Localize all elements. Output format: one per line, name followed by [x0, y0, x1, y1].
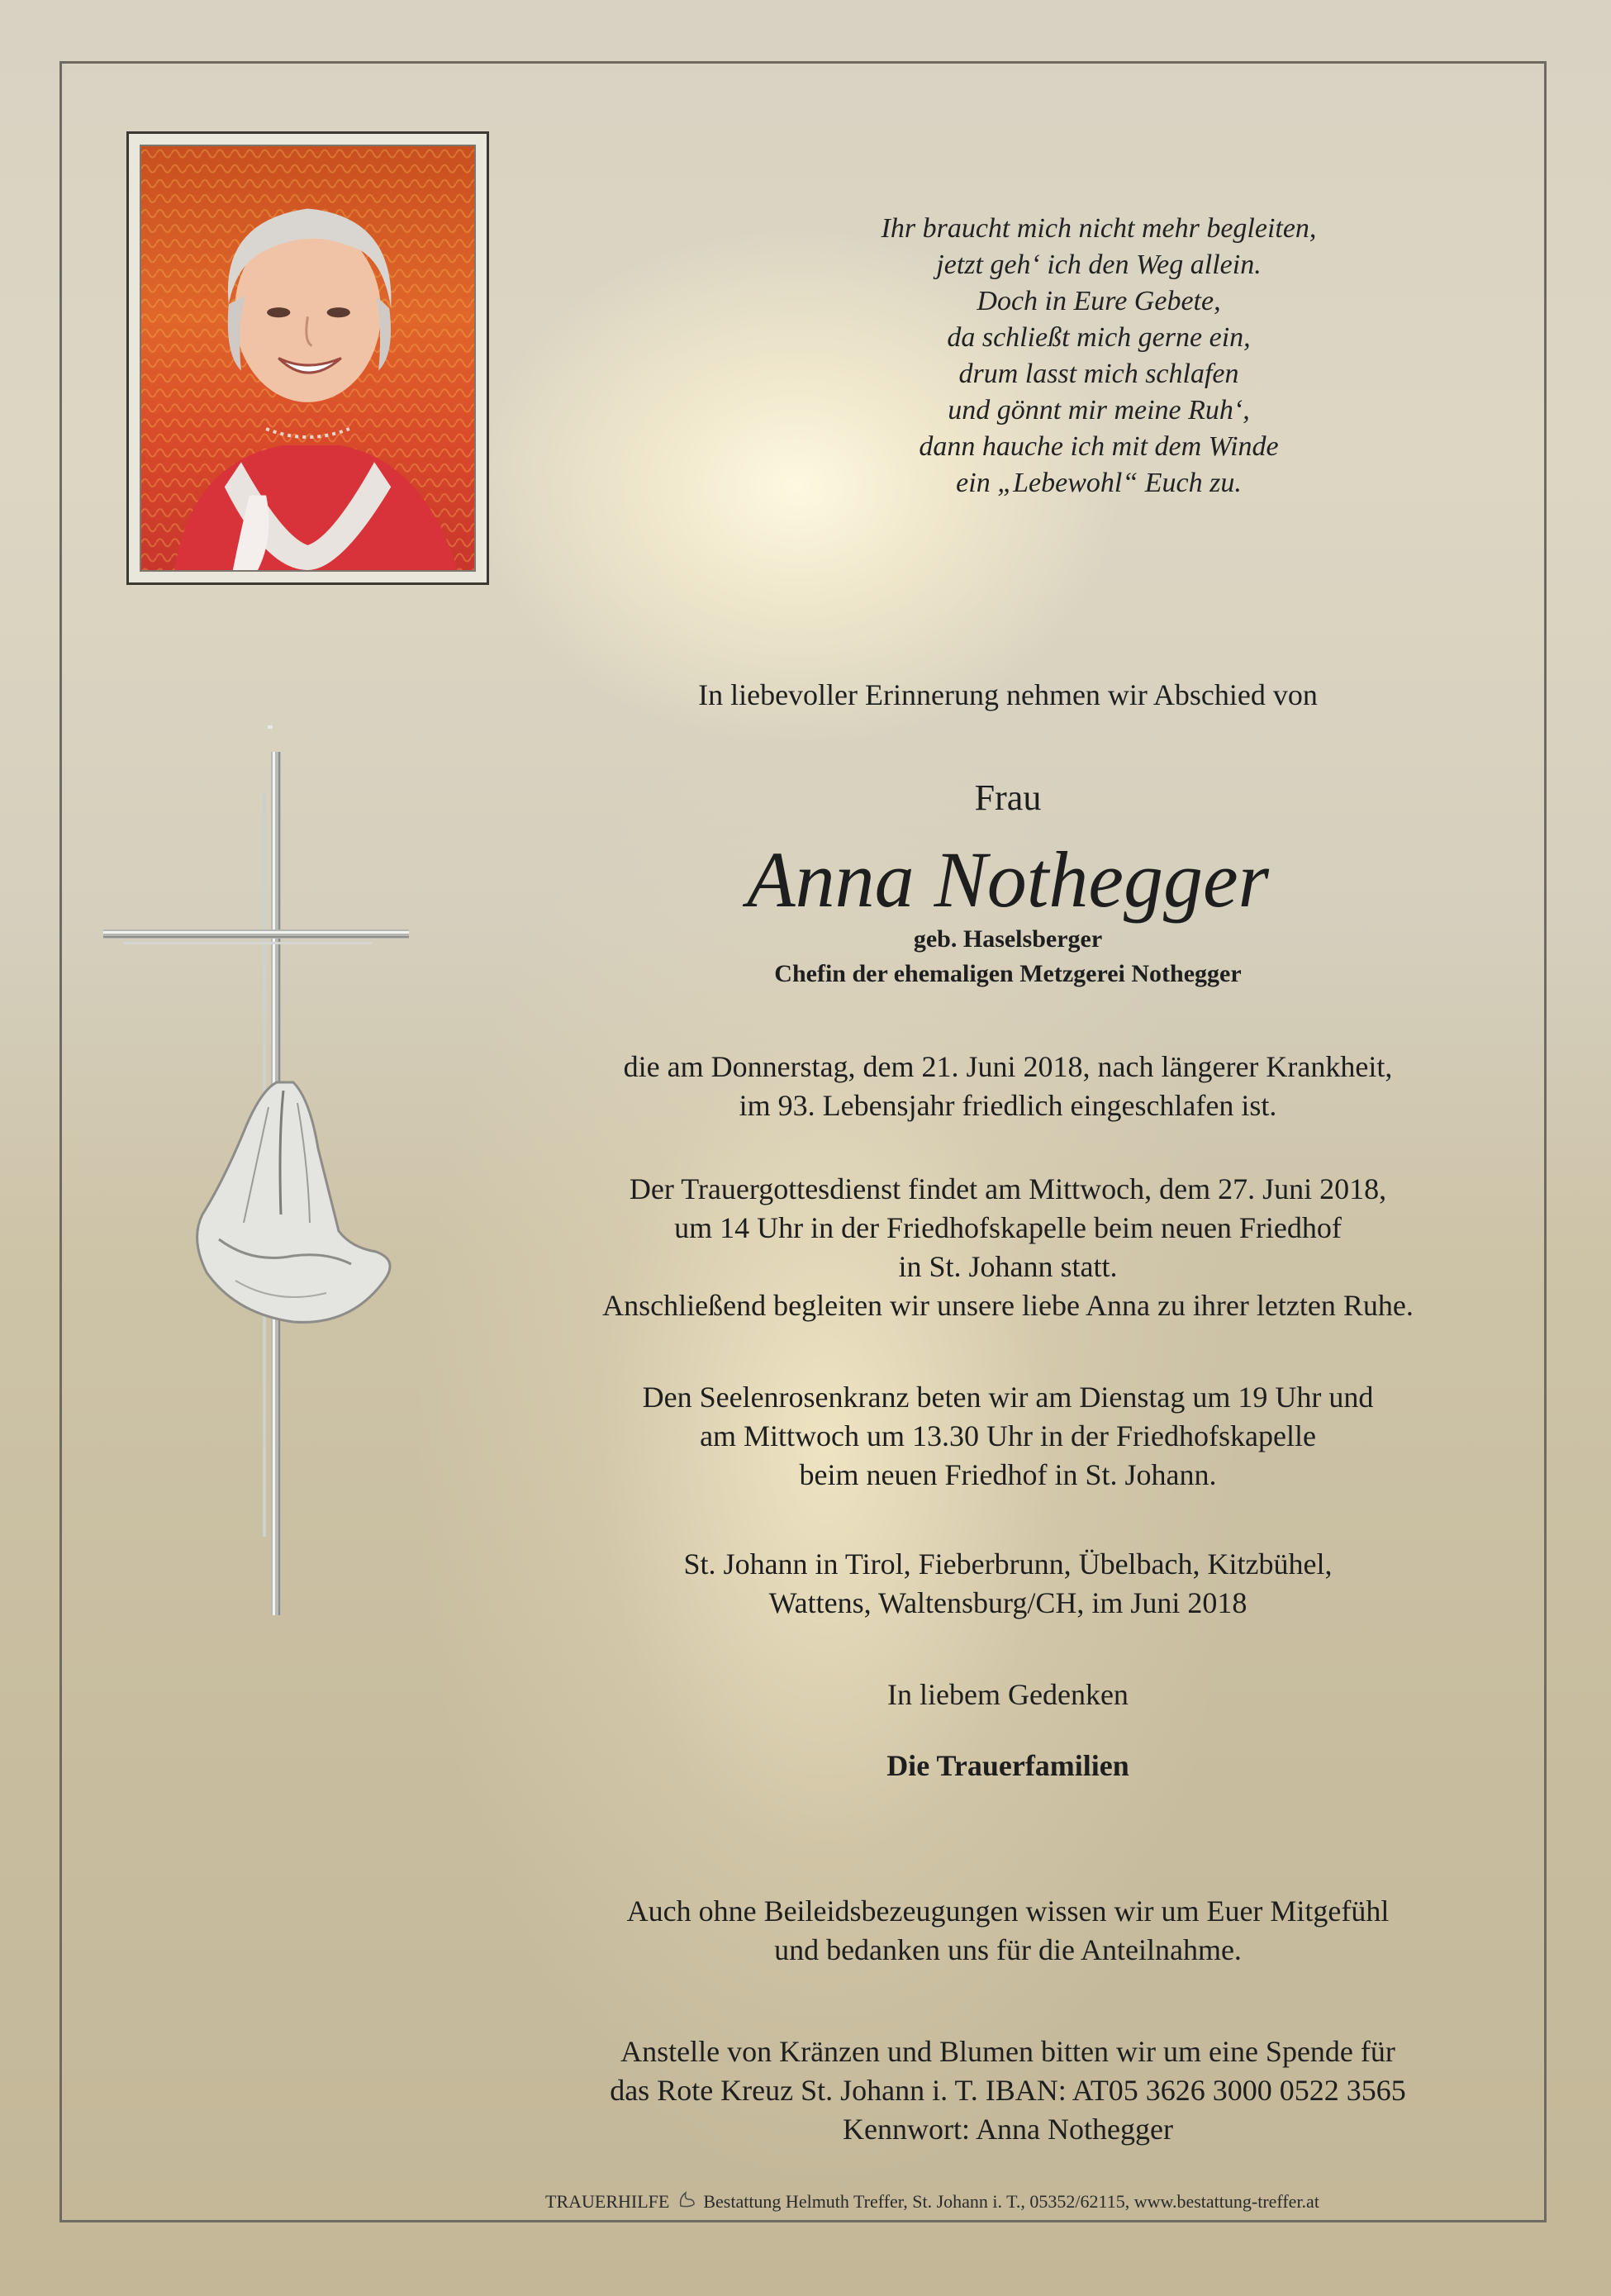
footer-text: Bestattung Helmuth Treffer, St. Johann i. T., 05352/62115, www.bestattung-treffer.at [703, 2191, 1319, 2212]
poem-line: dann hauche ich mit dem Winde [919, 431, 1279, 462]
text-line: beim neuen Friedhof in St. Johann. [799, 1458, 1217, 1491]
intro-line: In liebevoller Erinnerung nehmen wir Abschied von [698, 678, 1318, 711]
text-line: am Mittwoch um 13.30 Uhr in der Friedhofskapelle [700, 1419, 1316, 1452]
deceased-name: Anna Nothegger [747, 835, 1269, 924]
poem-line: ein „Lebewohl“ Euch zu. [956, 468, 1242, 498]
text-line: im 93. Lebensjahr friedlich eingeschlafen ist. [739, 1089, 1277, 1122]
text-line: das Rote Kreuz St. Johann i. T. IBAN: AT05 3626 3000 0522 3565 [610, 2074, 1406, 2107]
dove-icon [677, 2189, 696, 2211]
text-line: Den Seelenrosenkranz beten wir am Dienstag um 19 Uhr und [642, 1381, 1374, 1414]
text-line: Kennwort: Anna Nothegger [843, 2113, 1173, 2146]
text-line: Anstelle von Kränzen und Blumen bitten wir um eine Spende für [620, 2035, 1395, 2068]
text-line: die am Donnerstag, dem 21. Juni 2018, nach längerer Krankheit, [623, 1050, 1393, 1083]
poem [859, 211, 1338, 502]
deceased-title: Chefin der ehemaligen Metzgerei Nothegger [774, 960, 1242, 987]
thanks-note [471, 1892, 1545, 1970]
text-line: und bedanken uns für die Anteilnahme. [774, 1933, 1242, 1966]
text-line: Der Trauergottesdienst findet am Mittwoch, dem 27. Juni 2018, [629, 1172, 1387, 1205]
footer-brand: TRAUERHILFE [545, 2191, 670, 2212]
closing-line: In liebem Gedenken [887, 1678, 1129, 1711]
portrait-photo [140, 145, 476, 572]
text-line: Auch ohne Beileidsbezeugungen wissen wir um Euer Mitgefühl [626, 1894, 1390, 1928]
praying-hands-icon [186, 1074, 401, 1330]
poem-line: und gönnt mir meine Ruh‘, [948, 395, 1250, 425]
funeral-home-footer [545, 2189, 1471, 2213]
donation-note [471, 2032, 1545, 2149]
birth-name: geb. Haselsberger [913, 925, 1103, 953]
text-line: St. Johann in Tirol, Fieberbrunn, Übelbach, Kitzbühel, [683, 1547, 1333, 1581]
poem-line: Ihr braucht mich nicht mehr begleiten, [881, 213, 1317, 244]
poem-line: Doch in Eure Gebete, [977, 286, 1221, 316]
place-date [471, 1545, 1545, 1623]
text-line: in St. Johann statt. [898, 1250, 1118, 1283]
poem-line: drum lasst mich schlafen [958, 359, 1239, 389]
death-notice [471, 1048, 1545, 1125]
portrait-photo-frame [126, 131, 489, 585]
salutation: Frau [974, 777, 1042, 818]
text-line: Wattens, Waltensburg/CH, im Juni 2018 [768, 1586, 1247, 1619]
poem-line: jetzt geh‘ ich den Weg allein. [936, 250, 1262, 280]
text-line: Anschließend begleiten wir unsere liebe Anna zu ihrer letzten Ruhe. [602, 1289, 1414, 1322]
funeral-details [471, 1170, 1545, 1325]
text-line: um 14 Uhr in der Friedhofskapelle beim neuen Friedhof [674, 1211, 1342, 1244]
poem-line: da schließt mich gerne ein, [947, 322, 1251, 353]
signature: Die Trauerfamilien [886, 1749, 1129, 1782]
rosary-details [471, 1378, 1545, 1495]
